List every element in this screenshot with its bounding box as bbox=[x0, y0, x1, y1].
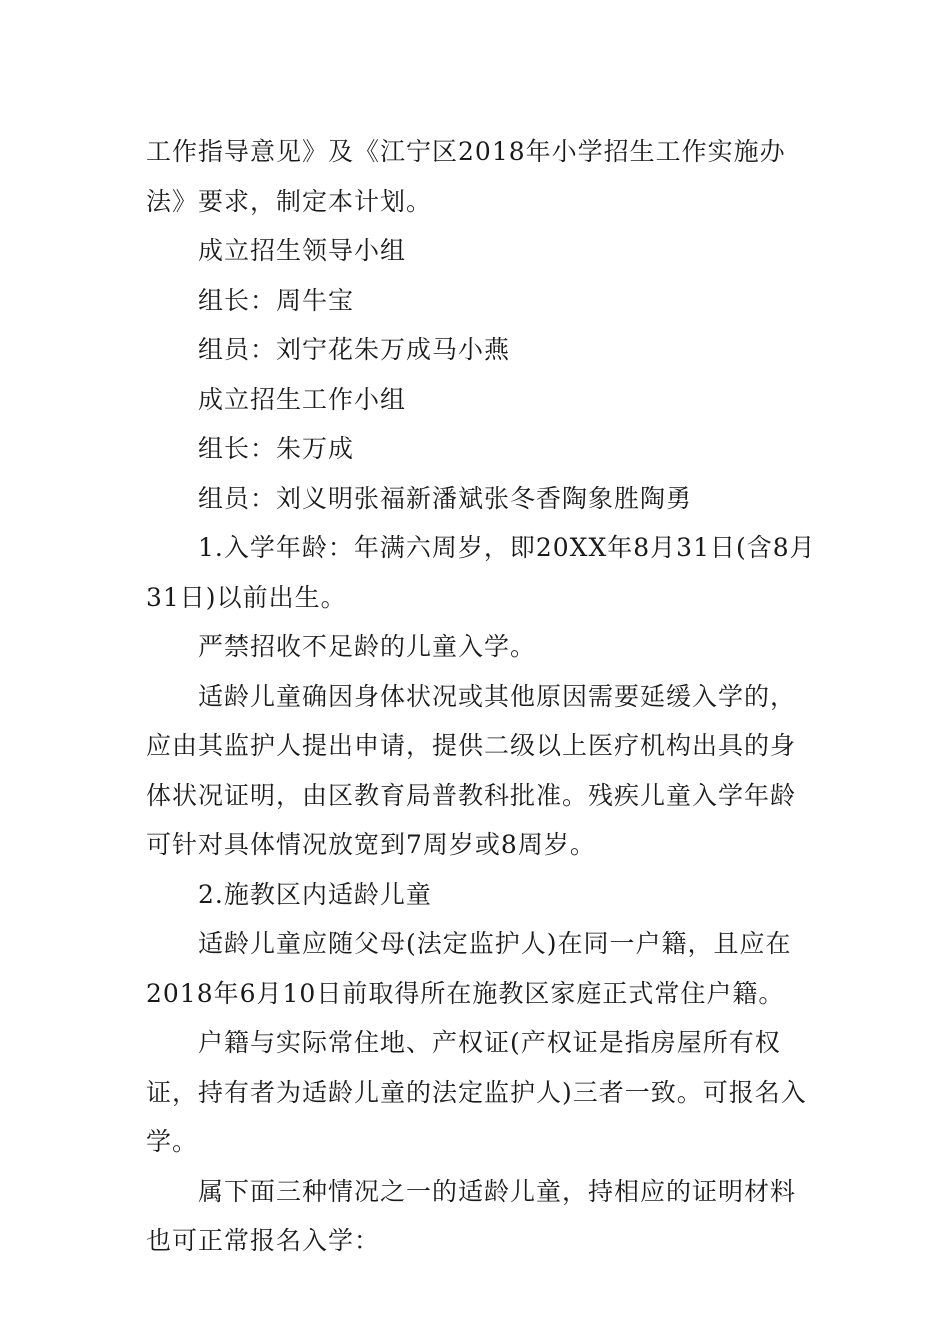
paragraph-leadership-members: 组员：刘宁花朱万成马小燕 bbox=[198, 335, 511, 364]
paragraph-intro: 工作指导意见》及《江宁区2018年小学招生工作实施办法》要求，制定本计划。 bbox=[146, 137, 786, 216]
paragraph-leadership-group: 成立招生领导小组 bbox=[198, 236, 407, 265]
paragraph-property: 户籍与实际常住地、产权证(产权证是指房屋所有权证，持有者为适龄儿童的法定监护人)三者一致。可报名入学。 bbox=[146, 1028, 807, 1156]
paragraph-work-leader: 组长：朱万成 bbox=[198, 434, 355, 463]
paragraph-work-group: 成立招生工作小组 bbox=[198, 384, 407, 414]
paragraph-age-prohibition: 严禁招收不足龄的儿童入学。 bbox=[198, 632, 537, 661]
paragraph-deferral: 适龄儿童确因身体状况或其他原因需要延缓入学的，应由其监护人提出申请，提供二级以上医疗机构出具的身体状况证明，由区教育局普教科批准。残疾儿童入学年龄可针对具体情况放宽到7周岁或8周岁。 bbox=[146, 681, 797, 859]
paragraph-special-cases: 属下面三种情况之一的适龄儿童，持相应的证明材料也可正常报名入学： bbox=[146, 1176, 797, 1255]
paragraph-enrollment-age: 1.入学年龄：年满六周岁，即20XX年8月31日(含8月31日)以前出生。 bbox=[146, 533, 816, 612]
paragraph-household: 适龄儿童应随父母(法定监护人)在同一户籍，且应在2018年6月10日前取得所在施教区家庭正式常住户籍。 bbox=[146, 929, 792, 1008]
paragraph-work-members: 组员：刘义明张福新潘斌张冬香陶象胜陶勇 bbox=[198, 483, 693, 513]
paragraph-district-children: 2.施教区内适龄儿童 bbox=[198, 879, 432, 909]
paragraph-leadership-leader: 组长：周牛宝 bbox=[198, 285, 355, 315]
document-body bbox=[146, 127, 816, 1266]
